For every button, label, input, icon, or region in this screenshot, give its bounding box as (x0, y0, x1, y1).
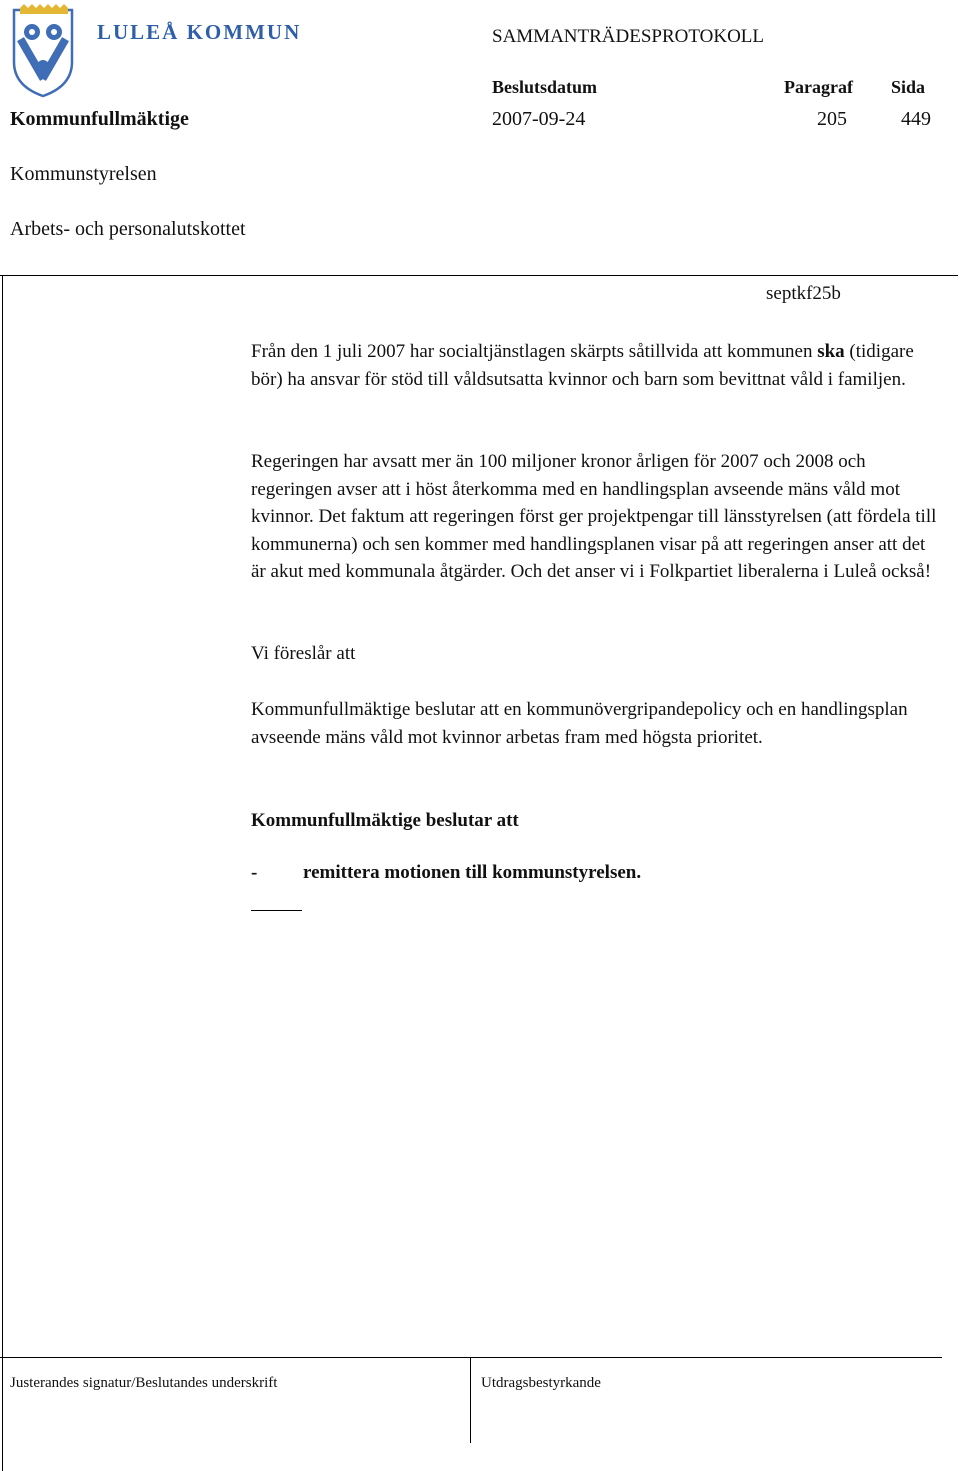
paragraph-1-end: (tidigare bör) ha ansvar för stöd till våldsutsatta kvinnor och barn som bevittnat våld i familjen. (251, 341, 914, 390)
decision-dash: - (251, 862, 258, 883)
page-header: Sida (891, 77, 926, 97)
document-code: septkf25b (766, 283, 841, 304)
end-line (251, 910, 302, 911)
signature-label: Justerandes signatur/Beslutandes underskrift (10, 1375, 278, 1391)
footer-rule (0, 1357, 942, 1358)
extract-certification-label: Utdragsbestyrkande (481, 1375, 601, 1391)
lulea-coat-of-arms-logo (10, 4, 76, 98)
paragraph-2: Regeringen har avsatt mer än 100 miljoner kronor årligen för 2007 och 2008 och regeringen avser att i höst återkomma med en handlingsplan avseende mäns våld mot kvinnor. Det faktum att regeringen först ger projektpengar till länsstyrelsen (att fördela till kommunerna) och sen kommer med handlingsplanen visar på att regeringen anser att det är akut med kommunala åtgärder. Och det anser vi i Folkpartiet liberalerna i Luleå också! (251, 451, 937, 583)
body-name: Kommunfullmäktige (10, 108, 189, 130)
paragraph-1-emphasis: ska (817, 341, 845, 362)
left-rule (2, 275, 3, 1471)
paragraph-header: Paragraf (784, 77, 853, 97)
footer-divider (470, 1357, 471, 1443)
document-type: SAMMANTRÄDESPROTOKOLL (492, 26, 765, 47)
subcommittee-line: Arbets- och personalutskottet (10, 218, 246, 240)
decision-date-header: Beslutsdatum (492, 77, 598, 97)
paragraph-3: Vi föreslår att (251, 643, 356, 664)
paragraph-number: 205 (817, 108, 847, 130)
committee-line: Kommunstyrelsen (10, 163, 157, 185)
top-rule (0, 275, 958, 276)
paragraph-1-start: Från den 1 juli 2007 har socialtjänstlagen skärpts såtillvida att kommunen (251, 341, 818, 362)
organization-name: LULEÅ KOMMUN (97, 20, 302, 44)
decision-date: 2007-09-24 (492, 108, 586, 130)
paragraph-1 (251, 338, 941, 393)
paragraph-4: Kommunfullmäktige beslutar att en kommunövergripandepolicy och en handlingsplan avseende mäns våld mot kvinnor arbetas fram med högsta prioritet. (251, 699, 908, 748)
decision-item: remittera motionen till kommunstyrelsen. (303, 862, 642, 883)
page-number: 449 (901, 108, 931, 130)
decision-heading: Kommunfullmäktige beslutar att (251, 810, 519, 831)
